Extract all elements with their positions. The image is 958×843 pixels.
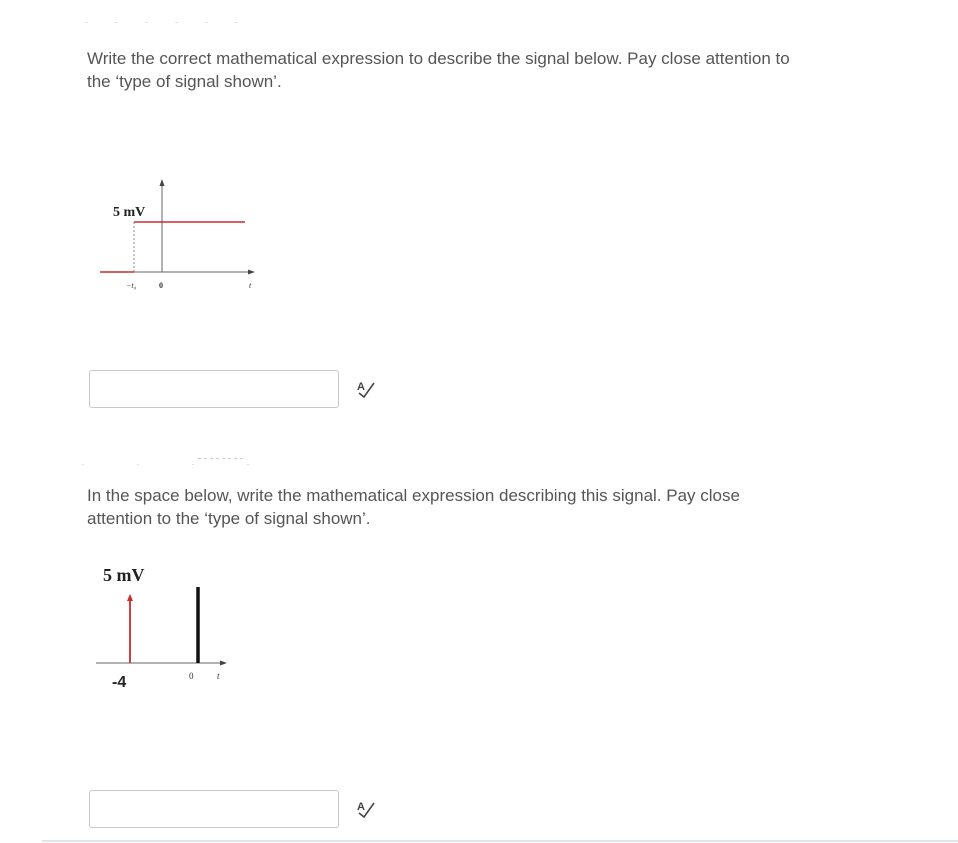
amplitude-label: 5 mV [103, 565, 145, 585]
question-2-answer-input[interactable] [89, 790, 339, 828]
time-axis-arrow [248, 270, 255, 275]
time-axis-label: t [217, 671, 220, 681]
top-divider [85, 22, 255, 23]
amplitude-axis-arrow [160, 179, 165, 186]
question-2-answer-row [89, 790, 377, 828]
spell-check-icon[interactable] [355, 378, 377, 400]
middle-divider [82, 464, 252, 465]
question-2-signal-figure [92, 560, 242, 695]
time-axis-arrow [220, 661, 227, 666]
amplitude-label: 5 mV [113, 205, 146, 220]
tick-zero-label: 0 [159, 281, 163, 290]
tick-neg-label: −t₀ [126, 281, 137, 290]
impulse-arrow-head [127, 594, 133, 601]
tick-zero-label: 0 [189, 671, 194, 681]
spell-check-icon[interactable] [355, 798, 377, 820]
impulse-signal-plot [92, 560, 242, 695]
svg-text:A: A [357, 801, 365, 813]
question-2-prompt: In the space below, write the mathematical expression describing this signal. Pay close attention to the ‘type of signal shown’. [87, 486, 740, 528]
svg-text:A: A [357, 381, 365, 393]
bottom-border [42, 840, 958, 842]
tick-neg-label: -4 [112, 674, 127, 691]
question-1-signal-figure [95, 175, 265, 300]
time-axis-label: t [249, 281, 252, 290]
step-signal-plot [95, 175, 265, 300]
middle-divider-dots [198, 458, 246, 459]
question-1-answer-input[interactable] [89, 370, 339, 408]
question-1-answer-row [89, 370, 377, 408]
question-1-prompt: Write the correct mathematical expression to describe the signal below. Pay close attention to the ‘type of signal shown’. [87, 49, 790, 91]
